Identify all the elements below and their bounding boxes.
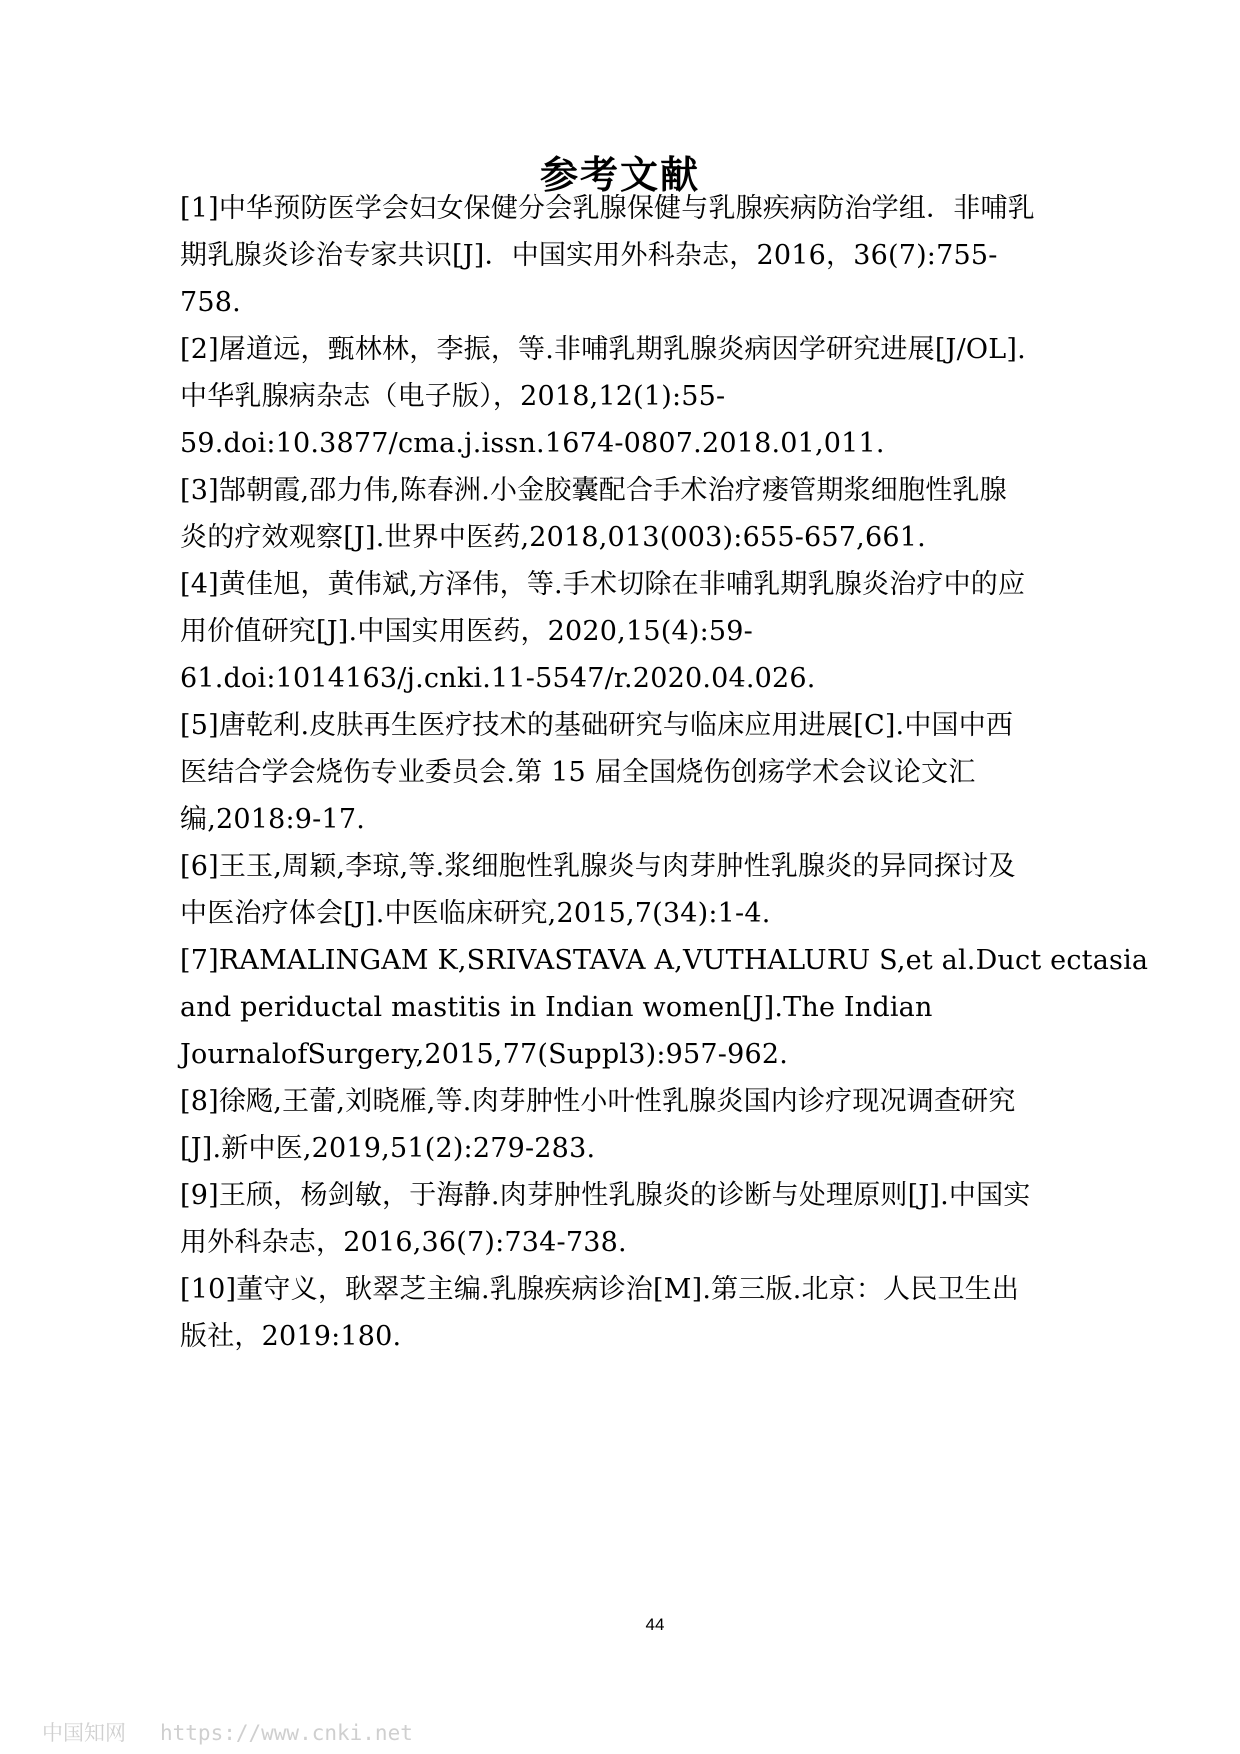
- reference-line: [1]中华预防医学会妇女保健分会乳腺保健与乳腺疾病防治学组．非哺乳: [180, 193, 1035, 224]
- reference-line: 炎的疗效观察[J].世界中医药,2018,013(003):655-657,661.: [180, 522, 926, 553]
- reference-line: [9]王颀，杨剑敏，于海静.肉芽肿性乳腺炎的诊断与处理原则[J].中国实: [180, 1180, 1031, 1211]
- reference-line: [2]屠道远，甄林林，李振，等.非哺乳期乳腺炎病因学研究进展[J/OL].: [180, 334, 1026, 365]
- page-number: 44: [645, 1615, 665, 1634]
- reference-line: [3]郜朝霞,邵力伟,陈春洲.小金胶囊配合手术治疗瘘管期浆细胞性乳腺: [180, 475, 1007, 506]
- page-title: 参考文献: [539, 153, 700, 197]
- reference-line: 期乳腺炎诊治专家共识[J]．中国实用外科杂志，2016，36(7):755-: [180, 240, 998, 271]
- watermark-site-name: 中国知网: [42, 1721, 126, 1745]
- reference-line: 中华乳腺病杂志（电子版），2018,12(1):55-: [180, 381, 726, 412]
- reference-line: 编,2018:9-17.: [180, 804, 366, 835]
- reference-line: 59.doi:10.3877/cma.j.issn.1674-0807.2018.01,011.: [180, 428, 885, 459]
- reference-line: 61.doi:1014163/j.cnki.11-5547/r.2020.04.026.: [180, 663, 816, 694]
- reference-line: [4]黄佳旭，黄伟斌,方泽伟，等.手术切除在非哺乳期乳腺炎治疗中的应: [180, 569, 1026, 600]
- reference-line: [J].新中医,2019,51(2):279-283.: [180, 1133, 596, 1164]
- reference-line: 758.: [180, 287, 241, 318]
- reference-line: 用价值研究[J].中国实用医药，2020,15(4):59-: [180, 616, 753, 647]
- watermark: [42, 1717, 413, 1747]
- reference-line: [5]唐乾利.皮肤再生医疗技术的基础研究与临床应用进展[C].中国中西: [180, 710, 1014, 741]
- reference-line: [6]王玉,周颖,李琼,等.浆细胞性乳腺炎与肉芽肿性乳腺炎的异同探讨及: [180, 851, 1016, 882]
- reference-line: 版社，2019:180.: [180, 1321, 402, 1352]
- reference-line: [7]RAMALINGAM K,SRIVASTAVA A,VUTHALURU S,et al.Duct ectasia: [180, 945, 1149, 976]
- reference-line: [10]董守义，耿翠芝主编.乳腺疾病诊治[M].第三版.北京：人民卫生出: [180, 1274, 1020, 1305]
- reference-line: [8]徐飏,王蕾,刘晓雁,等.肉芽肿性小叶性乳腺炎国内诊疗现况调查研究: [180, 1086, 1016, 1117]
- watermark-url: https://www.cnki.net: [160, 1721, 413, 1745]
- reference-line: 中医治疗体会[J].中医临床研究,2015,7(34):1-4.: [180, 898, 771, 929]
- reference-line: 用外科杂志，2016,36(7):734-738.: [180, 1227, 627, 1258]
- reference-line: JournalofSurgery,2015,77(Suppl3):957-962.: [180, 1039, 789, 1070]
- reference-line: and periductal mastitis in Indian women[J].The Indian: [180, 992, 933, 1023]
- reference-line: 医结合学会烧伤专业委员会.第 15 届全国烧伤创疡学术会议论文汇: [180, 757, 976, 788]
